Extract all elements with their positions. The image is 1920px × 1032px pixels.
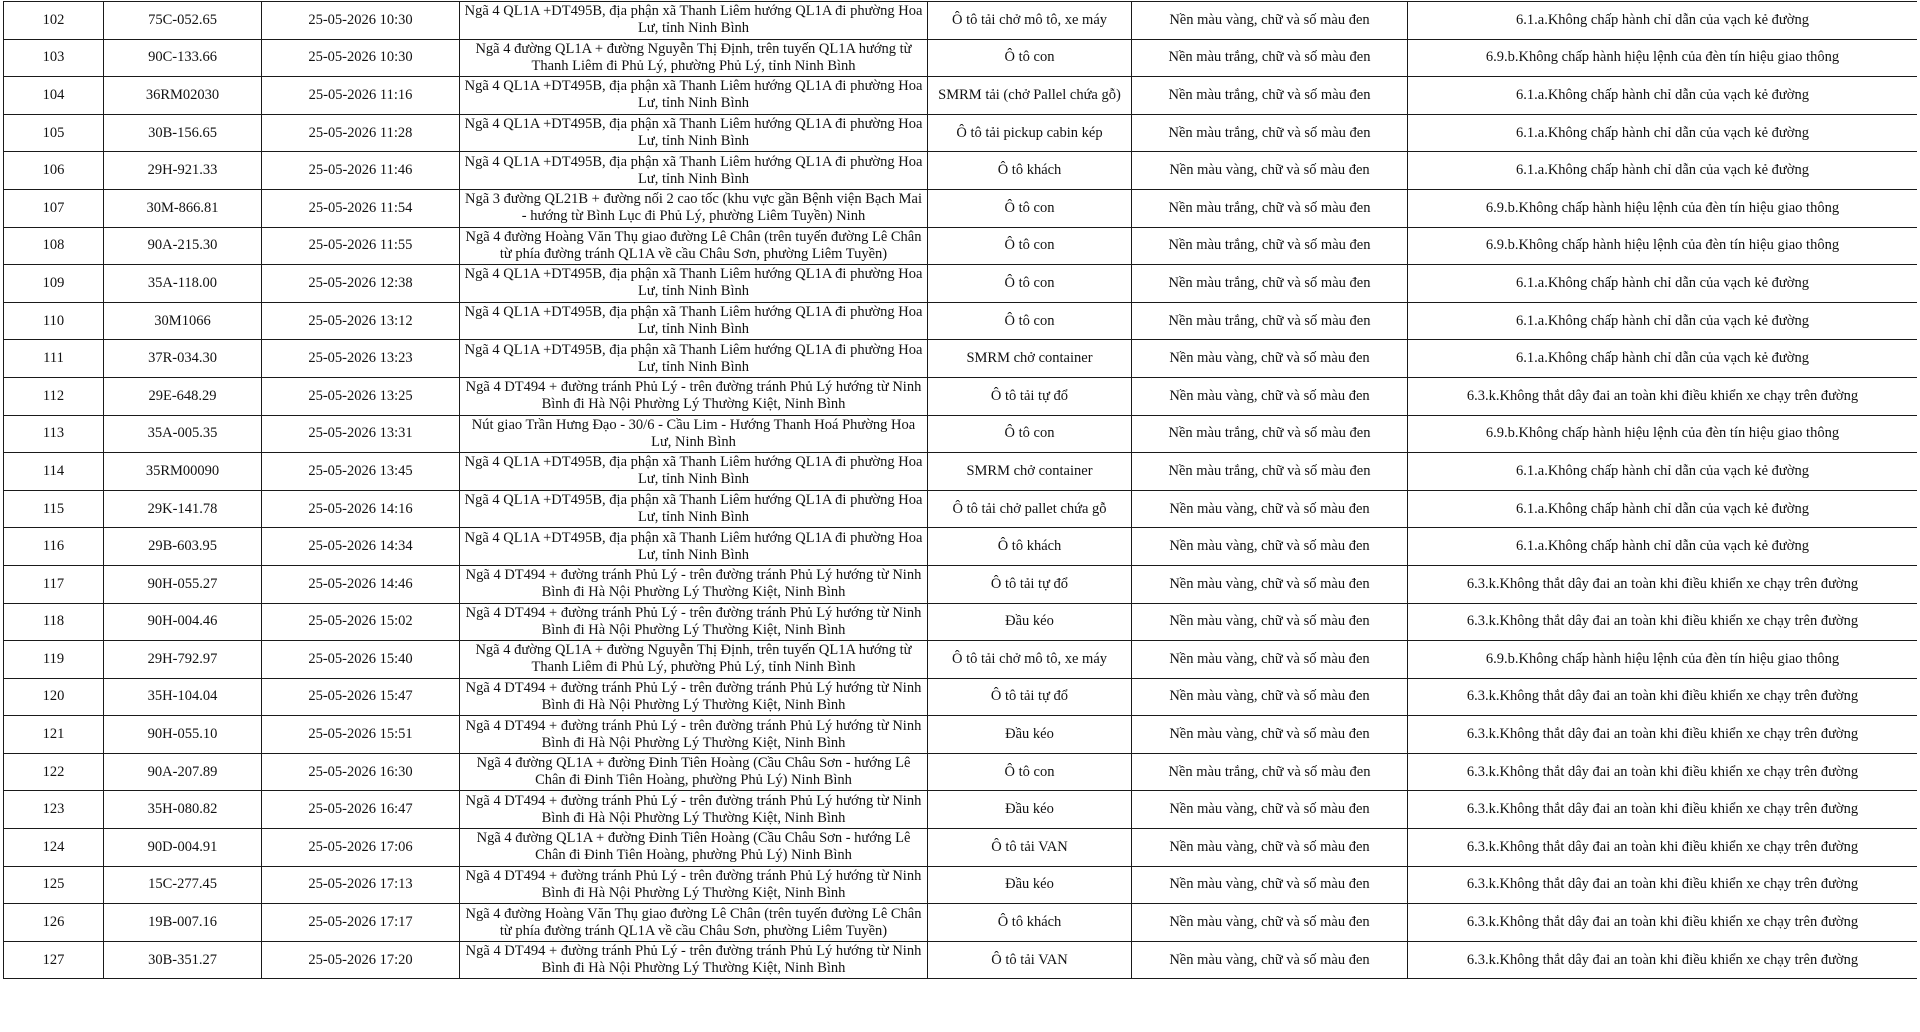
cell-location xyxy=(460,265,928,303)
location-text: Ngã 3 đường QL21B + đường nối 2 cao tốc (khu vực gần Bệnh viện Bạch Mai - hướng từ Bình Lục đi Phủ Lý, phường Liêm Tuyền) Ninh xyxy=(464,191,923,225)
location-text: Ngã 4 QL1A +DT495B, địa phận xã Thanh Liêm hướng QL1A đi phường Hoa Lư, tỉnh Ninh Bình xyxy=(464,529,923,563)
cell-plate-color: Nền màu vàng, chữ và số màu đen xyxy=(1132,2,1408,40)
cell-stt: 114 xyxy=(4,453,104,491)
cell-location xyxy=(460,829,928,867)
cell-stt: 116 xyxy=(4,528,104,566)
cell-location xyxy=(460,941,928,979)
table-row xyxy=(4,2,1918,40)
cell-stt: 122 xyxy=(4,753,104,791)
cell-violation: 6.1.a.Không chấp hành chỉ dẫn của vạch kẻ đường xyxy=(1408,77,1918,115)
cell-vehicle: Ô tô tải pickup cabin kép xyxy=(928,114,1132,152)
cell-violation: 6.3.k.Không thắt dây đai an toàn khi điều khiển xe chạy trên đường xyxy=(1408,941,1918,979)
table-row xyxy=(4,227,1918,265)
cell-violation: 6.3.k.Không thắt dây đai an toàn khi điều khiển xe chạy trên đường xyxy=(1408,603,1918,641)
cell-plate-color: Nền màu vàng, chữ và số màu đen xyxy=(1132,565,1408,603)
cell-plate-color: Nền màu vàng, chữ và số màu đen xyxy=(1132,904,1408,942)
cell-plate-color: Nền màu trắng, chữ và số màu đen xyxy=(1132,453,1408,491)
cell-time: 25-05-2026 11:54 xyxy=(262,189,460,227)
cell-violation: 6.9.b.Không chấp hành hiệu lệnh của đèn tín hiệu giao thông xyxy=(1408,39,1918,77)
cell-location xyxy=(460,340,928,378)
location-text: Ngã 4 DT494 + đường tránh Phủ Lý - trên đường tránh Phủ Lý hướng từ Ninh Bình đi Hà Nội Phường Lý Thường Kiệt, Ninh Bình xyxy=(465,567,922,601)
cell-plate: 35H-080.82 xyxy=(104,791,262,829)
location-text: Ngã 4 đường Hoàng Văn Thụ giao đường Lê Chân (trên tuyến đường Lê Chân từ phía đường tránh QL1A về cầu Châu Sơn, phường Liêm Tuyền) xyxy=(465,905,922,939)
cell-time: 25-05-2026 17:06 xyxy=(262,829,460,867)
cell-plate-color: Nền màu vàng, chữ và số màu đen xyxy=(1132,152,1408,190)
table-row xyxy=(4,791,1918,829)
location-text: Ngã 4 QL1A +DT495B, địa phận xã Thanh Liêm hướng QL1A đi phường Hoa Lư, tỉnh Ninh Bình xyxy=(464,454,923,488)
cell-vehicle: Đầu kéo xyxy=(928,866,1132,904)
cell-location xyxy=(460,791,928,829)
cell-plate: 90D-004.91 xyxy=(104,829,262,867)
cell-plate: 30M1066 xyxy=(104,302,262,340)
cell-plate-color: Nền màu trắng, chữ và số màu đen xyxy=(1132,227,1408,265)
cell-location xyxy=(460,189,928,227)
table-row xyxy=(4,377,1918,415)
cell-time: 25-05-2026 13:12 xyxy=(262,302,460,340)
cell-stt: 107 xyxy=(4,189,104,227)
cell-stt: 103 xyxy=(4,39,104,77)
cell-plate: 37R-034.30 xyxy=(104,340,262,378)
cell-plate-color: Nền màu trắng, chữ và số màu đen xyxy=(1132,39,1408,77)
cell-violation: 6.1.a.Không chấp hành chỉ dẫn của vạch kẻ đường xyxy=(1408,302,1918,340)
location-text: Ngã 4 QL1A +DT495B, địa phận xã Thanh Liêm hướng QL1A đi phường Hoa Lư, tỉnh Ninh Bình xyxy=(464,266,923,300)
cell-time: 25-05-2026 13:45 xyxy=(262,453,460,491)
cell-violation: 6.3.k.Không thắt dây đai an toàn khi điều khiển xe chạy trên đường xyxy=(1408,377,1918,415)
cell-location xyxy=(460,716,928,754)
cell-plate: 90H-055.27 xyxy=(104,565,262,603)
location-text: Ngã 4 đường QL1A + đường Nguyễn Thị Định, trên tuyến QL1A hướng từ Thanh Liêm đi Phủ Lý, phường Phủ Lý, tỉnh Ninh Bình xyxy=(475,642,912,676)
cell-plate: 30B-351.27 xyxy=(104,941,262,979)
table-row xyxy=(4,340,1918,378)
cell-time: 25-05-2026 14:34 xyxy=(262,528,460,566)
cell-location xyxy=(460,227,928,265)
cell-plate: 15C-277.45 xyxy=(104,866,262,904)
cell-plate-color: Nền màu vàng, chữ và số màu đen xyxy=(1132,829,1408,867)
cell-plate-color: Nền màu trắng, chữ và số màu đen xyxy=(1132,114,1408,152)
cell-plate-color: Nền màu vàng, chữ và số màu đen xyxy=(1132,528,1408,566)
cell-plate: 29K-141.78 xyxy=(104,490,262,528)
cell-time: 25-05-2026 10:30 xyxy=(262,39,460,77)
cell-location xyxy=(460,565,928,603)
cell-vehicle: Ô tô tải chở pallet chứa gỗ xyxy=(928,490,1132,528)
cell-plate: 36RM02030 xyxy=(104,77,262,115)
location-text: Ngã 4 đường Hoàng Văn Thụ giao đường Lê Chân (trên tuyến đường Lê Chân từ phía đường tránh QL1A về cầu Châu Sơn, phường Liêm Tuyền) xyxy=(465,228,922,262)
violations-table xyxy=(3,1,1917,979)
cell-stt: 102 xyxy=(4,2,104,40)
table-row xyxy=(4,565,1918,603)
cell-vehicle: Ô tô khách xyxy=(928,152,1132,190)
cell-violation: 6.1.a.Không chấp hành chỉ dẫn của vạch kẻ đường xyxy=(1408,453,1918,491)
location-text: Ngã 4 QL1A +DT495B, địa phận xã Thanh Liêm hướng QL1A đi phường Hoa Lư, tỉnh Ninh Bình xyxy=(464,3,923,37)
table-row xyxy=(4,829,1918,867)
cell-stt: 118 xyxy=(4,603,104,641)
cell-vehicle: Ô tô con xyxy=(928,265,1132,303)
cell-vehicle: Ô tô con xyxy=(928,39,1132,77)
cell-location xyxy=(460,753,928,791)
location-text: Ngã 4 DT494 + đường tránh Phủ Lý - trên đường tránh Phủ Lý hướng từ Ninh Bình đi Hà Nội Phường Lý Thường Kiệt, Ninh Bình xyxy=(465,943,922,977)
cell-vehicle: Đầu kéo xyxy=(928,716,1132,754)
table-row xyxy=(4,904,1918,942)
table-row xyxy=(4,641,1918,679)
cell-plate: 90H-004.46 xyxy=(104,603,262,641)
cell-stt: 125 xyxy=(4,866,104,904)
cell-violation: 6.1.a.Không chấp hành chỉ dẫn của vạch kẻ đường xyxy=(1408,152,1918,190)
cell-vehicle: Ô tô tải VAN xyxy=(928,829,1132,867)
table-row xyxy=(4,114,1918,152)
table-row xyxy=(4,528,1918,566)
cell-violation: 6.9.b.Không chấp hành hiệu lệnh của đèn tín hiệu giao thông xyxy=(1408,415,1918,453)
violations-sheet xyxy=(3,1,1917,1031)
cell-time: 25-05-2026 13:23 xyxy=(262,340,460,378)
cell-plate: 35A-118.00 xyxy=(104,265,262,303)
cell-plate-color: Nền màu vàng, chữ và số màu đen xyxy=(1132,377,1408,415)
cell-time: 25-05-2026 17:20 xyxy=(262,941,460,979)
cell-violation: 6.3.k.Không thắt dây đai an toàn khi điều khiển xe chạy trên đường xyxy=(1408,791,1918,829)
cell-plate-color: Nền màu vàng, chữ và số màu đen xyxy=(1132,641,1408,679)
table-row xyxy=(4,189,1918,227)
cell-vehicle: Ô tô tải VAN xyxy=(928,941,1132,979)
cell-time: 25-05-2026 16:30 xyxy=(262,753,460,791)
cell-violation: 6.3.k.Không thắt dây đai an toàn khi điều khiển xe chạy trên đường xyxy=(1408,565,1918,603)
cell-violation: 6.3.k.Không thắt dây đai an toàn khi điều khiển xe chạy trên đường xyxy=(1408,753,1918,791)
location-text: Ngã 4 QL1A +DT495B, địa phận xã Thanh Liêm hướng QL1A đi phường Hoa Lư, tỉnh Ninh Bình xyxy=(464,116,923,150)
cell-stt: 110 xyxy=(4,302,104,340)
cell-plate-color: Nền màu trắng, chữ và số màu đen xyxy=(1132,415,1408,453)
cell-time: 25-05-2026 10:30 xyxy=(262,2,460,40)
table-row xyxy=(4,490,1918,528)
location-text: Ngã 4 DT494 + đường tránh Phủ Lý - trên đường tránh Phủ Lý hướng từ Ninh Bình đi Hà Nội Phường Lý Thường Kiệt, Ninh Bình xyxy=(465,792,922,826)
cell-plate: 30B-156.65 xyxy=(104,114,262,152)
cell-stt: 108 xyxy=(4,227,104,265)
cell-plate: 29E-648.29 xyxy=(104,377,262,415)
cell-stt: 111 xyxy=(4,340,104,378)
cell-location xyxy=(460,415,928,453)
cell-time: 25-05-2026 17:13 xyxy=(262,866,460,904)
cell-time: 25-05-2026 11:28 xyxy=(262,114,460,152)
cell-vehicle: SMRM tải (chở Pallel chứa gỗ) xyxy=(928,77,1132,115)
cell-plate: 29B-603.95 xyxy=(104,528,262,566)
cell-location xyxy=(460,2,928,40)
cell-time: 25-05-2026 13:31 xyxy=(262,415,460,453)
cell-vehicle: Ô tô con xyxy=(928,302,1132,340)
cell-location xyxy=(460,453,928,491)
location-text: Ngã 4 QL1A +DT495B, địa phận xã Thanh Liêm hướng QL1A đi phường Hoa Lư, tỉnh Ninh Bình xyxy=(464,304,923,338)
cell-time: 25-05-2026 16:47 xyxy=(262,791,460,829)
table-row xyxy=(4,716,1918,754)
cell-location xyxy=(460,641,928,679)
cell-vehicle: Ô tô tải tự đổ xyxy=(928,565,1132,603)
cell-violation: 6.3.k.Không thắt dây đai an toàn khi điều khiển xe chạy trên đường xyxy=(1408,678,1918,716)
table-row xyxy=(4,603,1918,641)
cell-plate-color: Nền màu trắng, chữ và số màu đen xyxy=(1132,302,1408,340)
cell-plate: 90A-207.89 xyxy=(104,753,262,791)
cell-plate-color: Nền màu trắng, chữ và số màu đen xyxy=(1132,265,1408,303)
table-row xyxy=(4,77,1918,115)
cell-location xyxy=(460,39,928,77)
table-row xyxy=(4,152,1918,190)
cell-stt: 105 xyxy=(4,114,104,152)
cell-plate-color: Nền màu trắng, chữ và số màu đen xyxy=(1132,753,1408,791)
cell-stt: 119 xyxy=(4,641,104,679)
cell-plate: 30M-866.81 xyxy=(104,189,262,227)
table-row xyxy=(4,941,1918,979)
cell-vehicle: Ô tô khách xyxy=(928,904,1132,942)
location-text: Ngã 4 DT494 + đường tránh Phủ Lý - trên đường tránh Phủ Lý hướng từ Ninh Bình đi Hà Nội Phường Lý Thường Kiệt, Ninh Bình xyxy=(465,867,922,901)
cell-stt: 104 xyxy=(4,77,104,115)
cell-plate-color: Nền màu trắng, chữ và số màu đen xyxy=(1132,189,1408,227)
cell-stt: 127 xyxy=(4,941,104,979)
cell-plate-color: Nền màu vàng, chữ và số màu đen xyxy=(1132,791,1408,829)
cell-stt: 117 xyxy=(4,565,104,603)
cell-violation: 6.9.b.Không chấp hành hiệu lệnh của đèn tín hiệu giao thông xyxy=(1408,189,1918,227)
cell-stt: 121 xyxy=(4,716,104,754)
cell-plate-color: Nền màu vàng, chữ và số màu đen xyxy=(1132,603,1408,641)
cell-violation: 6.1.a.Không chấp hành chỉ dẫn của vạch kẻ đường xyxy=(1408,2,1918,40)
location-text: Ngã 4 DT494 + đường tránh Phủ Lý - trên đường tránh Phủ Lý hướng từ Ninh Bình đi Hà Nội Phường Lý Thường Kiệt, Ninh Bình xyxy=(465,379,922,413)
cell-location xyxy=(460,114,928,152)
location-text: Ngã 4 QL1A +DT495B, địa phận xã Thanh Liêm hướng QL1A đi phường Hoa Lư, tỉnh Ninh Bình xyxy=(464,341,923,375)
cell-vehicle: Đầu kéo xyxy=(928,603,1132,641)
cell-vehicle: SMRM chở container xyxy=(928,340,1132,378)
cell-plate-color: Nền màu trắng, chữ và số màu đen xyxy=(1132,77,1408,115)
cell-vehicle: Ô tô tải tự đổ xyxy=(928,377,1132,415)
cell-time: 25-05-2026 11:16 xyxy=(262,77,460,115)
cell-plate: 35RM00090 xyxy=(104,453,262,491)
cell-plate-color: Nền màu vàng, chữ và số màu đen xyxy=(1132,340,1408,378)
table-row xyxy=(4,39,1918,77)
cell-stt: 109 xyxy=(4,265,104,303)
cell-location xyxy=(460,152,928,190)
cell-violation: 6.1.a.Không chấp hành chỉ dẫn của vạch kẻ đường xyxy=(1408,114,1918,152)
cell-plate-color: Nền màu vàng, chữ và số màu đen xyxy=(1132,941,1408,979)
cell-vehicle: Ô tô khách xyxy=(928,528,1132,566)
cell-stt: 126 xyxy=(4,904,104,942)
cell-location xyxy=(460,302,928,340)
cell-vehicle: Ô tô tải chở mô tô, xe máy xyxy=(928,2,1132,40)
cell-time: 25-05-2026 15:51 xyxy=(262,716,460,754)
cell-plate: 35A-005.35 xyxy=(104,415,262,453)
cell-time: 25-05-2026 14:46 xyxy=(262,565,460,603)
cell-location xyxy=(460,377,928,415)
table-body xyxy=(4,2,1918,979)
cell-violation: 6.1.a.Không chấp hành chỉ dẫn của vạch kẻ đường xyxy=(1408,265,1918,303)
location-text: Ngã 4 QL1A +DT495B, địa phận xã Thanh Liêm hướng QL1A đi phường Hoa Lư, tỉnh Ninh Bình xyxy=(464,492,923,526)
location-text: Ngã 4 DT494 + đường tránh Phủ Lý - trên đường tránh Phủ Lý hướng từ Ninh Bình đi Hà Nội Phường Lý Thường Kiệt, Ninh Bình xyxy=(465,679,922,713)
cell-violation: 6.1.a.Không chấp hành chỉ dẫn của vạch kẻ đường xyxy=(1408,528,1918,566)
cell-plate: 90H-055.10 xyxy=(104,716,262,754)
cell-location xyxy=(460,77,928,115)
table-row xyxy=(4,453,1918,491)
table-row xyxy=(4,302,1918,340)
cell-stt: 113 xyxy=(4,415,104,453)
cell-violation: 6.1.a.Không chấp hành chỉ dẫn của vạch kẻ đường xyxy=(1408,490,1918,528)
table-row xyxy=(4,265,1918,303)
cell-time: 25-05-2026 13:25 xyxy=(262,377,460,415)
location-text: Ngã 4 đường QL1A + đường Đinh Tiên Hoàng (Cầu Châu Sơn - hướng Lê Chân đi Đinh Tiên Hoàng, phường Phủ Lý) Ninh Bình xyxy=(476,830,911,864)
cell-plate: 29H-921.33 xyxy=(104,152,262,190)
location-text: Nút giao Trần Hưng Đạo - 30/6 - Cầu Lim - Hướng Thanh Hoá Phường Hoa Lư, Ninh Bình xyxy=(471,416,916,450)
location-text: Ngã 4 QL1A +DT495B, địa phận xã Thanh Liêm hướng QL1A đi phường Hoa Lư, tỉnh Ninh Bình xyxy=(464,153,923,187)
cell-plate: 19B-007.16 xyxy=(104,904,262,942)
cell-vehicle: Ô tô con xyxy=(928,415,1132,453)
cell-plate-color: Nền màu vàng, chữ và số màu đen xyxy=(1132,716,1408,754)
cell-violation: 6.1.a.Không chấp hành chỉ dẫn của vạch kẻ đường xyxy=(1408,340,1918,378)
table-row xyxy=(4,753,1918,791)
cell-vehicle: Ô tô tải tự đổ xyxy=(928,678,1132,716)
cell-violation: 6.3.k.Không thắt dây đai an toàn khi điều khiển xe chạy trên đường xyxy=(1408,904,1918,942)
cell-plate-color: Nền màu vàng, chữ và số màu đen xyxy=(1132,866,1408,904)
cell-vehicle: Ô tô con xyxy=(928,753,1132,791)
cell-time: 25-05-2026 11:55 xyxy=(262,227,460,265)
cell-time: 25-05-2026 15:47 xyxy=(262,678,460,716)
location-text: Ngã 4 đường QL1A + đường Nguyễn Thị Định, trên tuyến QL1A hướng từ Thanh Liêm đi Phủ Lý, phường Phủ Lý, tỉnh Ninh Bình xyxy=(475,40,912,74)
cell-stt: 115 xyxy=(4,490,104,528)
cell-stt: 106 xyxy=(4,152,104,190)
cell-plate: 90C-133.66 xyxy=(104,39,262,77)
cell-time: 25-05-2026 12:38 xyxy=(262,265,460,303)
cell-location xyxy=(460,528,928,566)
cell-plate: 29H-792.97 xyxy=(104,641,262,679)
cell-time: 25-05-2026 15:02 xyxy=(262,603,460,641)
cell-time: 25-05-2026 17:17 xyxy=(262,904,460,942)
cell-vehicle: Đầu kéo xyxy=(928,791,1132,829)
cell-plate: 35H-104.04 xyxy=(104,678,262,716)
cell-location xyxy=(460,866,928,904)
cell-location xyxy=(460,904,928,942)
cell-vehicle: Ô tô con xyxy=(928,227,1132,265)
location-text: Ngã 4 QL1A +DT495B, địa phận xã Thanh Liêm hướng QL1A đi phường Hoa Lư, tỉnh Ninh Bình xyxy=(464,78,923,112)
location-text: Ngã 4 DT494 + đường tránh Phủ Lý - trên đường tránh Phủ Lý hướng từ Ninh Bình đi Hà Nội Phường Lý Thường Kiệt, Ninh Bình xyxy=(465,717,922,751)
cell-plate: 90A-215.30 xyxy=(104,227,262,265)
table-row xyxy=(4,866,1918,904)
cell-vehicle: Ô tô tải chở mô tô, xe máy xyxy=(928,641,1132,679)
cell-time: 25-05-2026 14:16 xyxy=(262,490,460,528)
cell-stt: 124 xyxy=(4,829,104,867)
cell-violation: 6.9.b.Không chấp hành hiệu lệnh của đèn tín hiệu giao thông xyxy=(1408,641,1918,679)
table-row xyxy=(4,678,1918,716)
table-row xyxy=(4,415,1918,453)
location-text: Ngã 4 DT494 + đường tránh Phủ Lý - trên đường tránh Phủ Lý hướng từ Ninh Bình đi Hà Nội Phường Lý Thường Kiệt, Ninh Bình xyxy=(465,604,922,638)
cell-time: 25-05-2026 11:46 xyxy=(262,152,460,190)
cell-plate: 75C-052.65 xyxy=(104,2,262,40)
cell-vehicle: SMRM chở container xyxy=(928,453,1132,491)
cell-plate-color: Nền màu vàng, chữ và số màu đen xyxy=(1132,490,1408,528)
cell-violation: 6.9.b.Không chấp hành hiệu lệnh của đèn tín hiệu giao thông xyxy=(1408,227,1918,265)
cell-location xyxy=(460,678,928,716)
cell-vehicle: Ô tô con xyxy=(928,189,1132,227)
cell-violation: 6.3.k.Không thắt dây đai an toàn khi điều khiển xe chạy trên đường xyxy=(1408,866,1918,904)
cell-location xyxy=(460,603,928,641)
location-text: Ngã 4 đường QL1A + đường Đinh Tiên Hoàng (Cầu Châu Sơn - hướng Lê Chân đi Đinh Tiên Hoàng, phường Phủ Lý) Ninh Bình xyxy=(476,755,911,789)
cell-plate-color: Nền màu vàng, chữ và số màu đen xyxy=(1132,678,1408,716)
cell-stt: 112 xyxy=(4,377,104,415)
cell-violation: 6.3.k.Không thắt dây đai an toàn khi điều khiển xe chạy trên đường xyxy=(1408,829,1918,867)
cell-location xyxy=(460,490,928,528)
cell-stt: 123 xyxy=(4,791,104,829)
cell-violation: 6.3.k.Không thắt dây đai an toàn khi điều khiển xe chạy trên đường xyxy=(1408,716,1918,754)
cell-time: 25-05-2026 15:40 xyxy=(262,641,460,679)
cell-stt: 120 xyxy=(4,678,104,716)
